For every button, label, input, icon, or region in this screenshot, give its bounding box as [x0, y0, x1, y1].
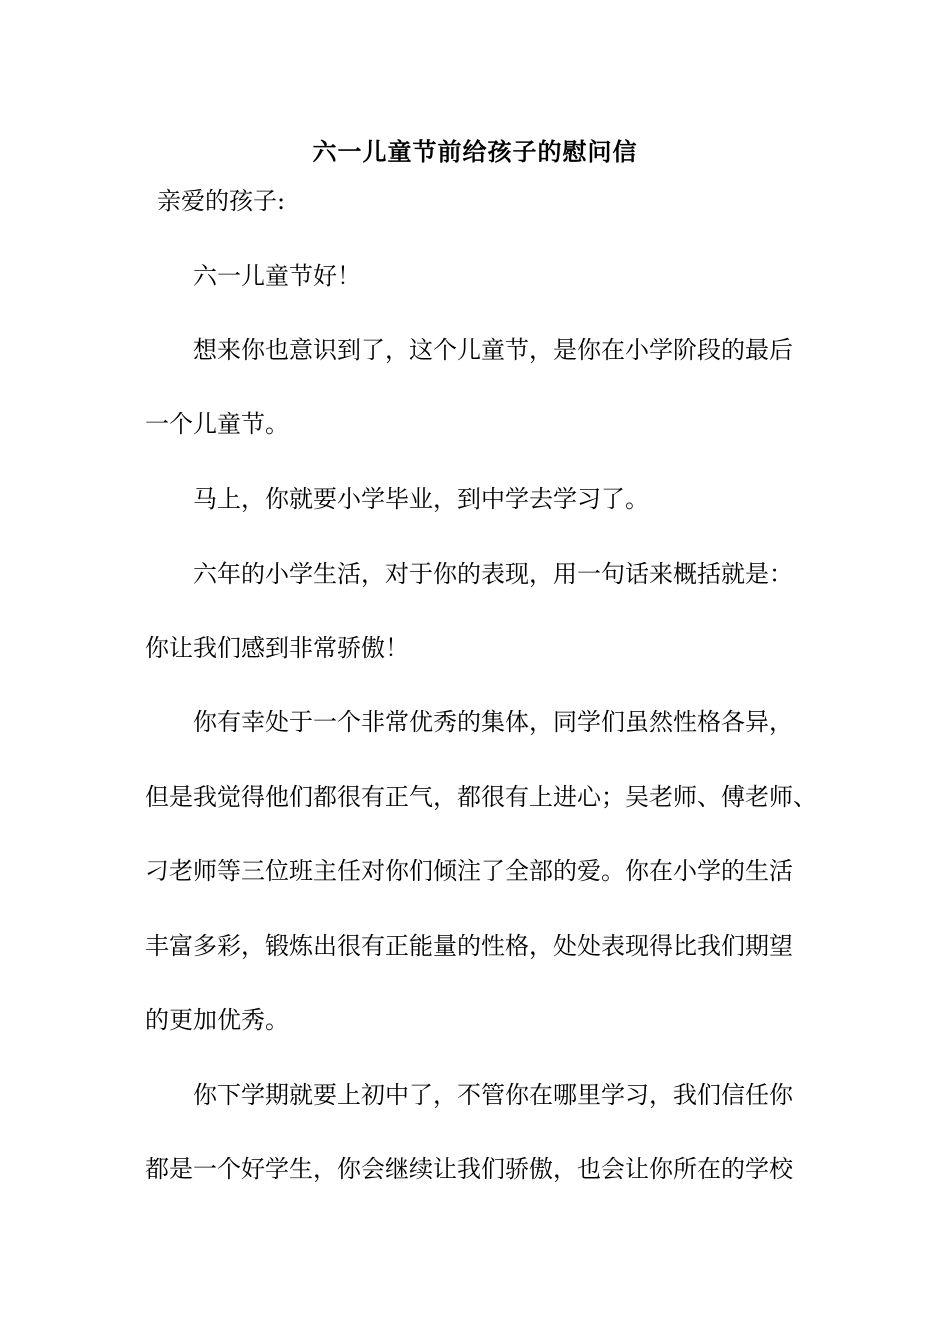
paragraph-line: 你下学期就要上初中了，不管你在哪里学习，我们信任你	[193, 1081, 793, 1109]
paragraph-line: 六一儿童节好！	[193, 262, 361, 290]
paragraph-line: 六年的小学生活，对于你的表现，用一句话来概括就是：	[193, 560, 793, 588]
paragraph-line: 的更加优秀。	[145, 1006, 289, 1034]
paragraph-line: 你让我们感到非常骄傲！	[145, 634, 409, 662]
paragraph-line: 一个儿童节。	[145, 410, 289, 438]
paragraph-line: 马上，你就要小学毕业，到中学去学习了。	[193, 485, 649, 513]
paragraph-line: 丰富多彩，锻炼出很有正能量的性格，处处表现得比我们期望	[145, 932, 793, 960]
paragraph-line: 你有幸处于一个非常优秀的集体，同学们虽然性格各异，	[193, 708, 793, 736]
page-title: 六一儿童节前给孩子的慰问信	[312, 137, 638, 166]
paragraph-line: 刁老师等三位班主任对你们倾注了全部的爱。你在小学的生活	[145, 857, 793, 885]
salutation: 亲爱的孩子:	[157, 187, 286, 215]
paragraph-line: 但是我觉得他们都很有正气，都很有上进心；吴老师、傅老师、	[145, 783, 817, 811]
paragraph-line: 都是一个好学生，你会继续让我们骄傲，也会让你所在的学校	[145, 1155, 793, 1183]
paragraph-line: 想来你也意识到了，这个儿童节，是你在小学阶段的最后	[193, 336, 793, 364]
